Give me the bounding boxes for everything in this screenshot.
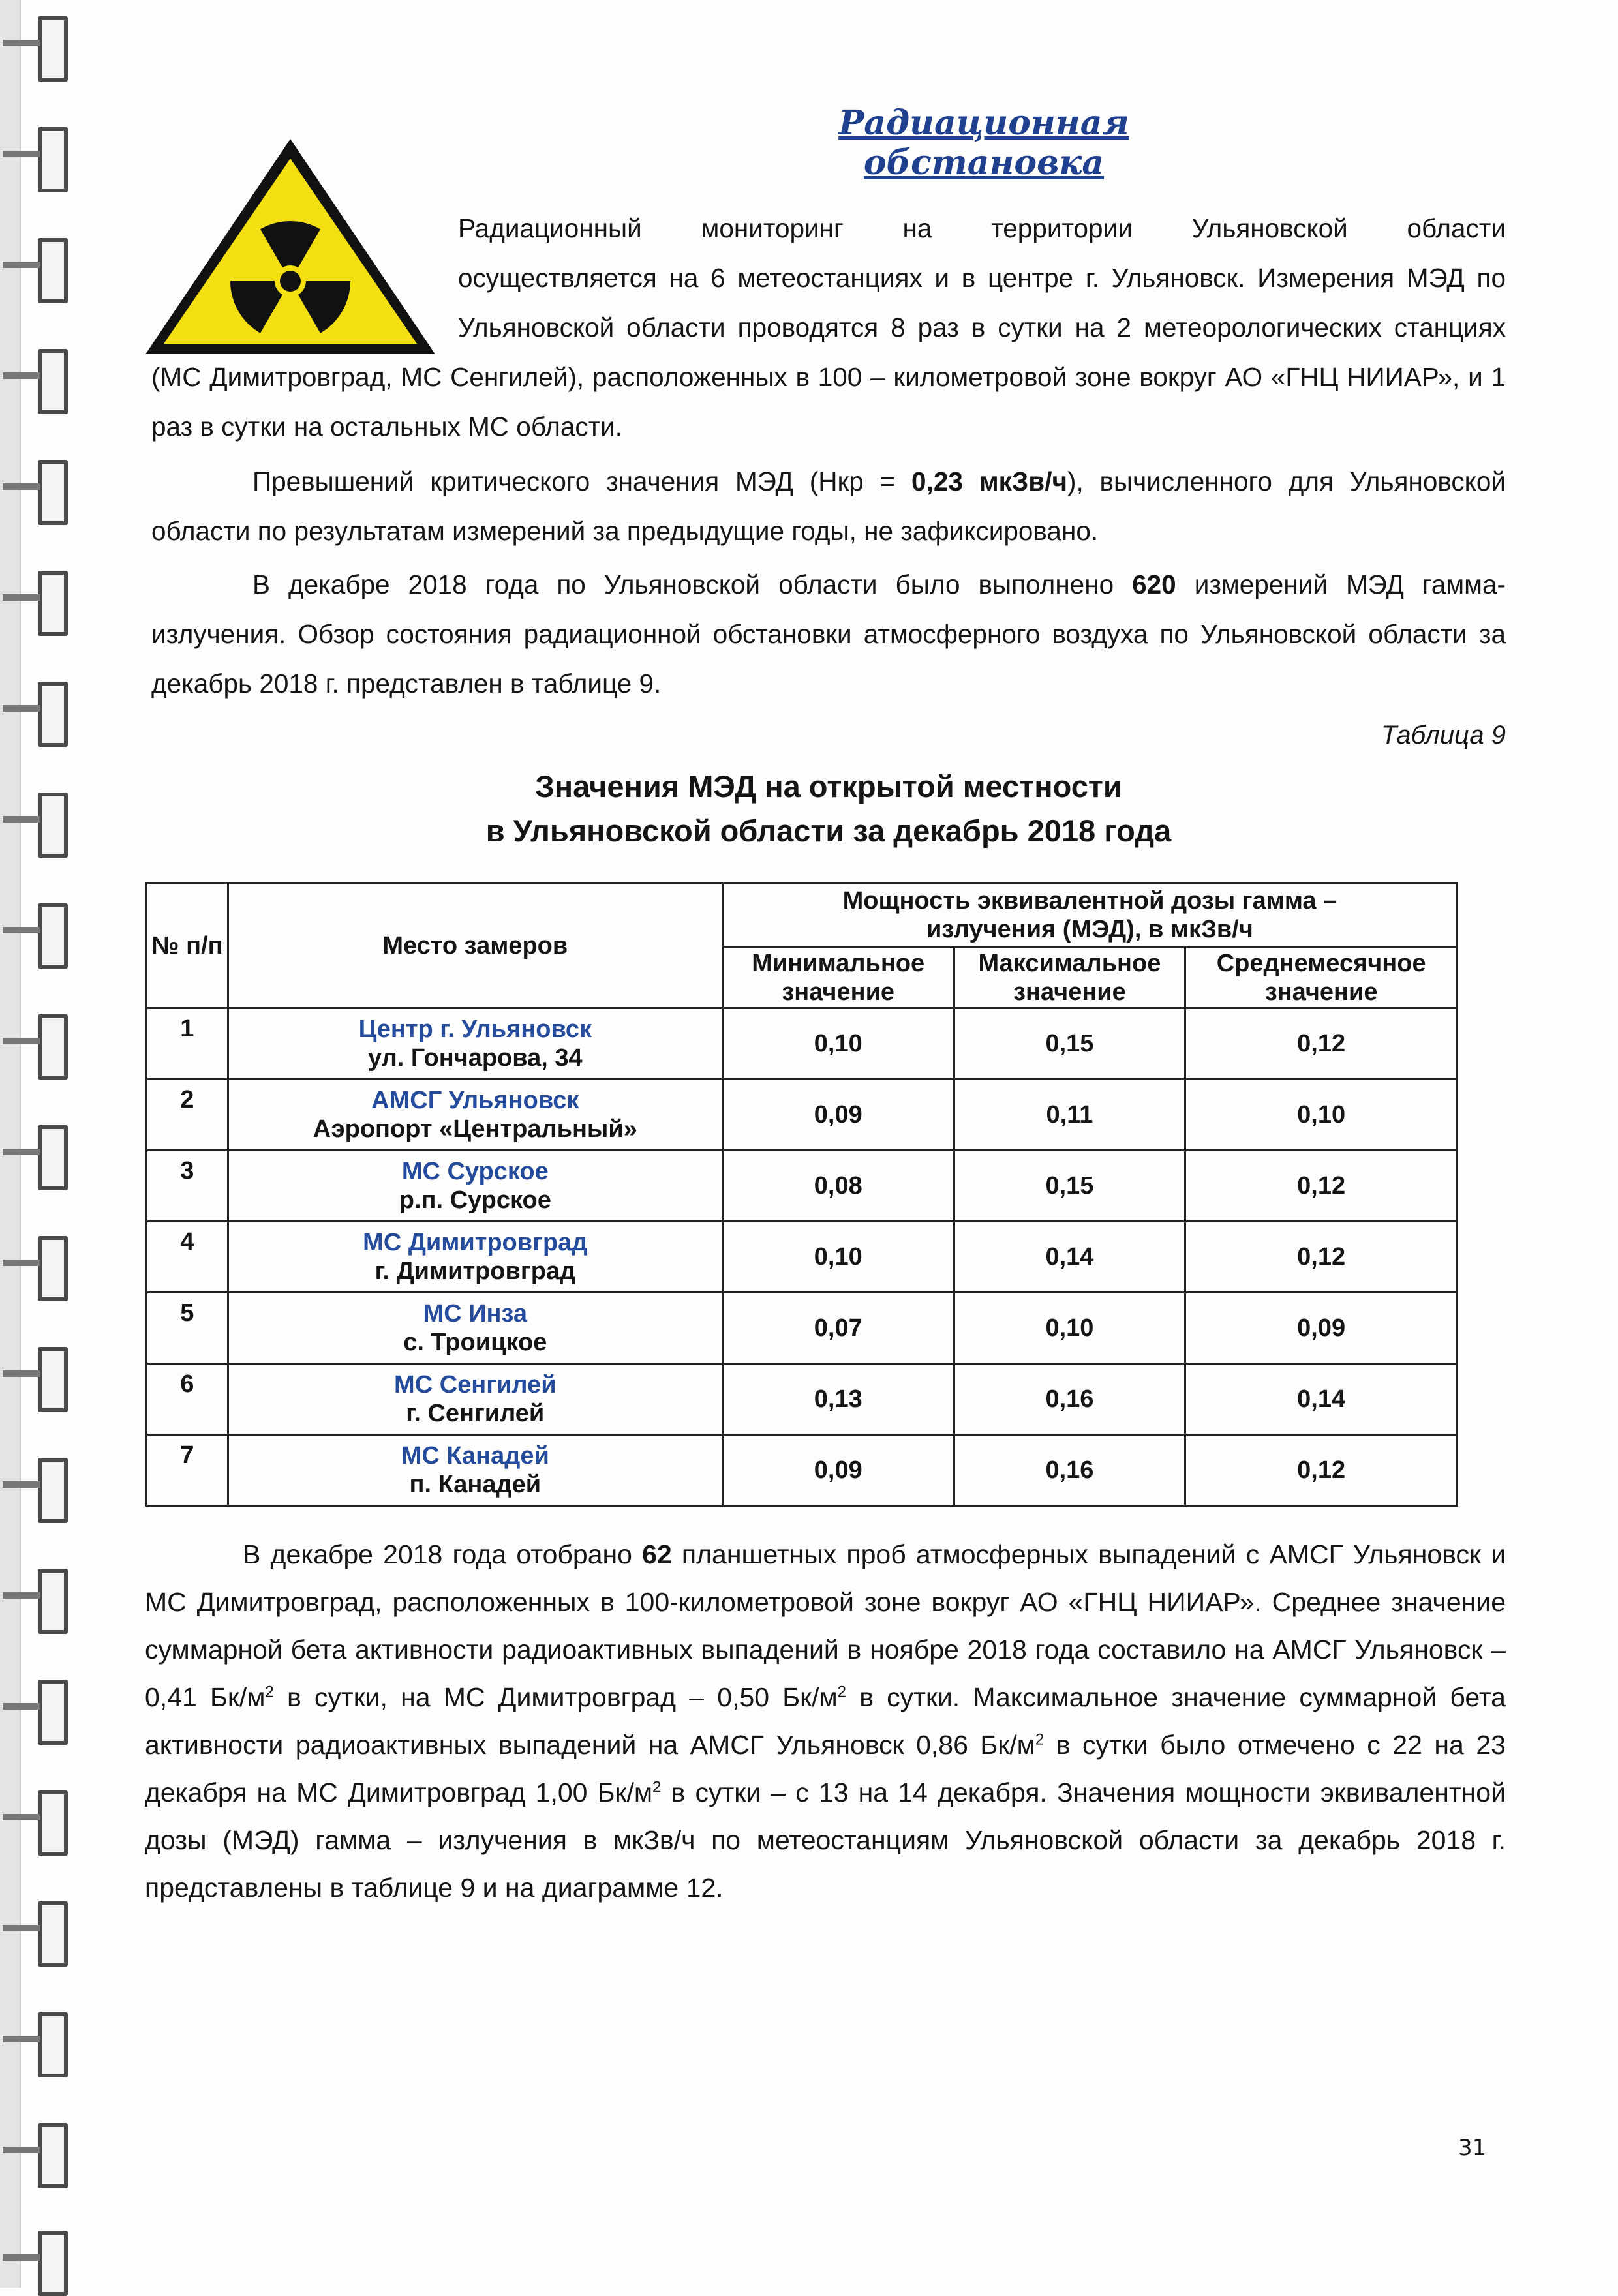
binding-ring: [38, 571, 68, 636]
med-table: [145, 882, 1458, 1507]
superscript: 2: [1035, 1730, 1045, 1749]
header-max: Максимальное значение: [954, 947, 1185, 1008]
avg-value: 0,12: [1185, 1435, 1458, 1506]
max-value: 0,15: [954, 1008, 1185, 1080]
table-body: [147, 1008, 1458, 1506]
binding-ring: [38, 460, 68, 525]
header-num: № п/п: [147, 883, 228, 1008]
table-title-line: Значения МЭД на открытой местности: [535, 769, 1122, 804]
binding-strip: [0, 0, 21, 2288]
spiral-binding: [0, 0, 78, 2288]
binding-ring: [38, 238, 68, 303]
binding-ring: [38, 1569, 68, 1634]
binding-ring: [38, 1236, 68, 1301]
max-value: 0,11: [954, 1080, 1185, 1151]
table-row: [147, 1008, 1458, 1080]
page-title: Радиационная обстановка: [838, 103, 1129, 183]
station-address: г. Димитровград: [374, 1258, 576, 1285]
intro-paragraph-3: [151, 560, 1506, 708]
station-address: с. Троицкое: [403, 1329, 547, 1356]
table-title: [391, 764, 1266, 853]
binding-ring: [38, 903, 68, 969]
station-name: МС Димитровград: [363, 1229, 588, 1256]
text-run: в сутки. Максимальное значение суммарной бета активности радиоактивных выпадений на АМСГ Ульяновск 0,86 Бк/м: [145, 1682, 1506, 1760]
station-name: МС Сурское: [401, 1158, 549, 1185]
table-row: [147, 1151, 1458, 1222]
row-place: [228, 1222, 722, 1293]
superscript: 2: [265, 1683, 274, 1701]
binding-ring: [38, 1901, 68, 1967]
avg-value: 0,10: [1185, 1080, 1458, 1151]
row-place: [228, 1080, 722, 1151]
row-number: 1: [147, 1008, 228, 1080]
text-run: в сутки, на МС Димитровград – 0,50 Бк/м: [273, 1682, 838, 1712]
row-place: [228, 1151, 722, 1222]
avg-value: 0,12: [1185, 1151, 1458, 1222]
min-value: 0,09: [722, 1435, 954, 1506]
station-name: МС Сенгилей: [394, 1371, 557, 1398]
binding-ring: [38, 16, 68, 82]
table-title-line: в Ульяновской области за декабрь 2018 года: [485, 813, 1172, 848]
table-row: [147, 1080, 1458, 1151]
max-value: 0,10: [954, 1293, 1185, 1364]
station-address: ул. Гончарова, 34: [367, 1044, 583, 1072]
row-place: [228, 1293, 722, 1364]
binding-ring: [38, 1458, 68, 1523]
table-row: [147, 1364, 1458, 1435]
binding-ring: [38, 349, 68, 414]
table-row: [147, 1435, 1458, 1506]
text-run: В декабре 2018 года отобрано: [243, 1539, 643, 1569]
min-value: 0,10: [722, 1222, 954, 1293]
sample-count: 62: [642, 1539, 672, 1569]
row-place: [228, 1364, 722, 1435]
binding-ring: [38, 1347, 68, 1412]
table-row: [147, 1222, 1458, 1293]
binding-ring: [38, 2012, 68, 2077]
row-number: 5: [147, 1293, 228, 1364]
binding-ring: [38, 682, 68, 747]
fallout-paragraph: [145, 1531, 1506, 1912]
page-number: 31: [1458, 2135, 1487, 2161]
row-number: 2: [147, 1080, 228, 1151]
max-value: 0,16: [954, 1435, 1185, 1506]
min-value: 0,09: [722, 1080, 954, 1151]
intro-first-line: Радиационный мониторинг на территории Ульяновской области: [458, 213, 1506, 243]
min-value: 0,10: [722, 1008, 954, 1080]
text-run: В декабре 2018 года по Ульяновской области было выполнено: [252, 569, 1133, 599]
text-run: ), вычисленного для Ульяновской области по результатам измерений за предыдущие годы, не зафиксировано.: [151, 466, 1506, 546]
min-value: 0,13: [722, 1364, 954, 1435]
binding-ring: [38, 2123, 68, 2188]
station-address: Аэропорт «Центральный»: [313, 1115, 637, 1143]
row-number: 7: [147, 1435, 228, 1506]
station-name: МС Инза: [423, 1300, 528, 1327]
row-number: 4: [147, 1222, 228, 1293]
critical-value: 0,23 мкЗв/ч: [911, 466, 1067, 496]
binding-ring: [38, 1680, 68, 1745]
station-name: АМСГ Ульяновск: [371, 1087, 579, 1114]
max-value: 0,14: [954, 1222, 1185, 1293]
binding-ring: [38, 1125, 68, 1190]
header-min: Минимальное значение: [722, 947, 954, 1008]
station-name: Центр г. Ульяновск: [358, 1016, 592, 1043]
station-address: р.п. Сурское: [399, 1186, 551, 1214]
station-name: МС Канадей: [401, 1442, 549, 1470]
station-address: г. Сенгилей: [406, 1400, 545, 1427]
binding-ring: [38, 1790, 68, 1856]
measurement-count: 620: [1132, 569, 1176, 599]
row-place: [228, 1435, 722, 1506]
text-run: Превышений критического значения МЭД (Нкр =: [252, 466, 912, 496]
text-run: измерений МЭД гамма-излучения. Обзор состояния радиационной обстановки атмосферного воздуха по Ульяновской области за декабрь 2018 г. представлен в таблице 9.: [151, 569, 1506, 699]
avg-value: 0,14: [1185, 1364, 1458, 1435]
binding-ring: [38, 127, 68, 192]
max-value: 0,16: [954, 1364, 1185, 1435]
text-run: в сутки было отмечено с 22 на 23 декабря на МС Димитровград 1,00 Бк/м: [145, 1730, 1506, 1807]
table-caption: Таблица 9: [1381, 721, 1506, 749]
max-value: 0,15: [954, 1151, 1185, 1222]
row-place: [228, 1008, 722, 1080]
intro-paragraph-1: [151, 204, 1506, 451]
binding-ring: [38, 2231, 68, 2296]
station-address: п. Канадей: [409, 1471, 542, 1498]
binding-ring: [38, 1014, 68, 1080]
header-place: Место замеров: [228, 883, 722, 1008]
header-avg: Среднемесячное значение: [1185, 947, 1458, 1008]
intro-paragraph-2: [151, 457, 1506, 556]
superscript: 2: [837, 1683, 847, 1701]
header-group: Мощность эквивалентной дозы гамма – излучения (МЭД), в мкЗв/ч: [722, 883, 1457, 947]
text-run: в сутки – с 13 на 14 декабря. Значения мощности эквивалентной дозы (МЭД) гамма – излучения в мкЗв/ч по метеостанциям Ульяновской области за декабрь 2018 г. представлены в таблице 9 и на диаграмме 12.: [145, 1777, 1506, 1903]
superscript: 2: [652, 1778, 662, 1796]
min-value: 0,08: [722, 1151, 954, 1222]
row-number: 3: [147, 1151, 228, 1222]
table-row: [147, 1293, 1458, 1364]
avg-value: 0,12: [1185, 1008, 1458, 1080]
row-number: 6: [147, 1364, 228, 1435]
min-value: 0,07: [722, 1293, 954, 1364]
avg-value: 0,09: [1185, 1293, 1458, 1364]
intro-rest: осуществляется на 6 метеостанциях и в центре г. Ульяновск. Измерения МЭД по Ульяновской области проводятся 8 раз в сутки на 2 метеорологических станциях (МС Димитровград, МС Сенгилей), расположенных в 100 – километровой зоне вокруг АО «ГНЦ НИИАР», и 1 раз в сутки на остальных МС области.: [151, 263, 1506, 442]
avg-value: 0,12: [1185, 1222, 1458, 1293]
binding-ring: [38, 793, 68, 858]
text-run: планшетных проб атмосферных выпадений с АМСГ Ульяновск и МС Димитровград, расположенных в 100-километровой зоне вокруг АО «ГНЦ НИИАР». Среднее значение суммарной бета активности радиоактивных выпадений в ноябре 2018 года составило на АМСГ Ульяновск – 0,41 Бк/м: [145, 1539, 1506, 1712]
